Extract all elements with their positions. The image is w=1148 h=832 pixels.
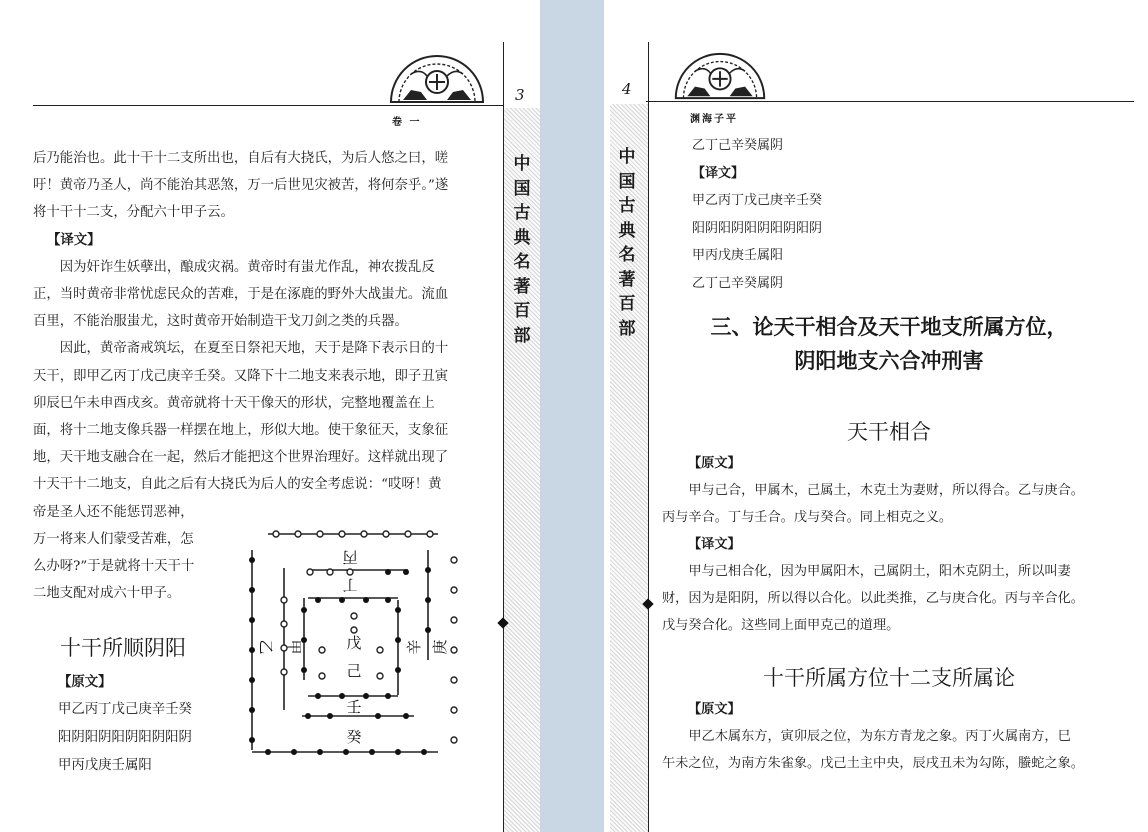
list-item: 乙丁己辛癸属阴 [692,138,784,153]
text-line: 后乃能治也。此十干十二支所出也，自后有大挠氏，为后人悠之曰，嗟 [33,151,449,166]
running-header: 渊海子平 [690,114,738,125]
list-item: 甲丙戊庚壬属阳 [58,758,152,773]
diagram-label: 己 [346,662,362,680]
yiwen-label: 【译文】 [692,165,745,181]
diagram-label: 丙 [342,548,358,566]
diagram-label: 庚 [431,639,449,655]
decorative-emblem [385,52,489,106]
margin-rule [648,42,649,832]
text-line: 百里，不能治服蚩尤，这时黄帝开始制造干戈刀剑之类的兵器。 [33,314,408,330]
text-line: 将十干十二支，分配六十甲子云。 [33,205,234,221]
decorative-emblem [670,50,770,102]
text-line: 丙与辛合。丁与壬合。戊与癸合。同上相克之义。 [662,510,953,525]
list-item: 乙丁己辛癸属阴 [692,275,784,291]
list-item: 阳阴阳阴阳阴阳阴阳阴 [58,730,192,745]
section-title: 十干所顺阴阳 [60,636,186,660]
list-item: 甲丙戊庚壬属阳 [692,248,784,263]
yuanwen-label: 【原文】 [688,702,741,717]
diagram-label: 乙 [257,639,275,655]
text-line: 帝是圣人还不能惩罚恶神， [33,504,194,520]
body-text [662,696,1084,777]
text-line: 因为奸诈生妖孽出，酿成灾祸。黄帝时有蚩尤作乱，神农拨乱反 [33,259,435,275]
yuanwen-label: 【原文】 [58,674,112,690]
chapter-title: 三、论天干相合及天干地支所属方位， 阴阳地支六合冲刑害 [710,314,1068,373]
diagram-label: 壬 [346,698,362,716]
diagram-label: 癸 [346,728,362,746]
text-line: 午未之位，为南方朱雀象。戊己土主中央，辰戌丑未为勾陈，螣蛇之象。 [662,756,1084,771]
yiwen-label: 【译文】 [688,537,741,552]
side-series-title: 中 国 古 典 名 著 百 部 [618,147,636,339]
diagram-label: 丁 [342,576,358,594]
list-item: 阳阴阳阴阳阴阳阴阳阴 [692,220,823,236]
text-line: 地，天干地支融合在一起，然后才能把这个世界治理好。这样就出现了 [33,450,449,466]
diagram-label: 戊 [346,634,362,652]
list-block [692,132,822,297]
page-gutter [540,0,604,832]
diagram-label: 辛 [405,639,423,655]
text-line: 面，将十二地支像兵器一样摆在地上，形似大地。使干象征天，支象征 [33,423,449,439]
stems-branches-diagram [238,520,473,770]
text-line: 因此，黄帝斋戒筑坛，在夏至日祭祀天地，天于是降下表示日的十 [33,341,449,357]
text-line: 吁！黄帝乃圣人，尚不能治其恶煞，万一后世见灾被苦，将何奈乎。”遂 [33,178,449,194]
left-page [0,0,540,832]
right-page [604,0,1148,832]
diagram-label: 甲 [285,639,303,655]
text-line: 甲与己相合化，因为甲属阳木，己属阴土，阳木克阴土，所以叫妻 [662,564,1071,579]
text-line: 正，当时黄帝非常忧虑民众的苦难，于是在涿鹿的野外大战蚩尤。流血 [33,287,449,303]
header-rule [646,101,1134,102]
text-line: 财，因为是阳阴，所以得以合化。以此类推，乙与庚合化。丙与辛合化。 [662,591,1084,606]
list-item: 甲乙丙丁戊己庚辛壬癸 [58,702,192,717]
text-line: 甲乙木属东方，寅卯辰之位，为东方青龙之象。丙丁火属南方，巳 [662,729,1071,744]
text-line: 甲与己合，甲属木，己属土，木克土为妻财，所以得合。乙与庚合。 [662,483,1084,498]
text-line: 天干，即甲乙丙丁戊己庚辛壬癸。又降下十二地支来表示地，即子丑寅 [33,368,449,384]
yuanwen-block [58,668,192,780]
text-line: 卯辰巳午未申酉戌亥。黄帝就将十天干像天的形状，完整地覆盖在上 [33,395,435,411]
text-line: 么办呀?”于是就将十天干十 [33,559,195,575]
text-line: 戊与癸合化。这些同上面甲克己的道理。 [662,618,900,633]
side-series-title: 中 国 古 典 名 著 百 部 [513,154,531,346]
text-line: 十天干十二地支，自此之后有大挠氏为后人的安全考虑说：“哎呀！黄 [33,477,442,493]
header-rule [33,105,503,106]
body-text [662,450,1084,639]
section-title: 十干所属方位十二支所属论 [763,666,1015,690]
yuanwen-label: 【原文】 [688,456,741,471]
section-title: 天干相合 [847,420,931,444]
text-line: 万一将来人们蒙受苦难，怎 [33,531,194,547]
text-line: 二地支配对成六十甲子。 [33,586,181,602]
yiwen-label: 【译文】 [47,231,101,248]
page-number: 4 [622,80,632,98]
running-header: 卷 一 [392,117,422,128]
page-number: 3 [515,86,525,104]
list-item: 甲乙丙丁戊己庚辛壬癸 [692,193,823,208]
